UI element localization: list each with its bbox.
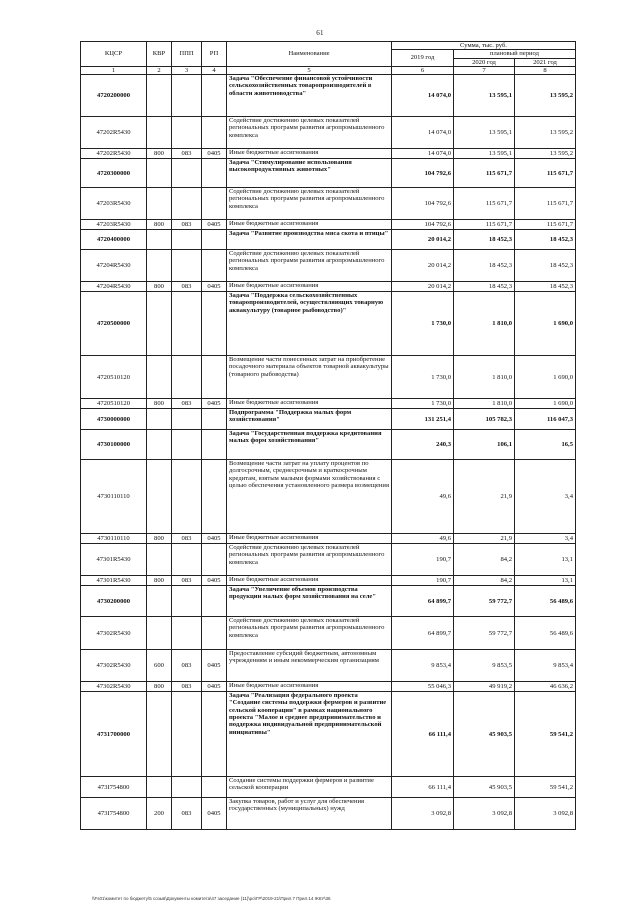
cell-2019: 20 014,2 (392, 282, 454, 292)
cell-kcsr: 47203R5430 (81, 188, 147, 220)
cell-kvr (147, 586, 172, 617)
header-ppp: ППП (172, 42, 202, 67)
cell-rp (202, 617, 227, 650)
cell-name: Задача "Обеспечение финансовой устойчивости сельскохозяйственных товаропроизводителей в области животноводства" (227, 75, 392, 117)
cell-2021: 13,1 (515, 576, 576, 586)
cell-2019: 64 899,7 (392, 586, 454, 617)
cell-2021: 1 690,0 (515, 356, 576, 399)
table-row (81, 544, 576, 576)
cell-rp (202, 188, 227, 220)
cell-name: Иные бюджетные ассигнования (227, 399, 392, 409)
cell-rp (202, 230, 227, 250)
cell-2019: 14 074,0 (392, 75, 454, 117)
cell-2019: 104 792,6 (392, 188, 454, 220)
table-row (81, 188, 576, 220)
cell-ppp: 083 (172, 650, 202, 682)
cell-2020: 59 772,7 (454, 617, 515, 650)
cell-2020: 18 452,3 (454, 250, 515, 282)
cell-kvr (147, 356, 172, 399)
cell-2020: 1 810,0 (454, 356, 515, 399)
cell-2020: 84,2 (454, 576, 515, 586)
cell-2020: 49 919,2 (454, 682, 515, 692)
header-plan-period: плановый период (454, 50, 576, 58)
cell-name: Содействие достижению целевых показателей региональных программ развития агропромышленного комплекса (227, 617, 392, 650)
footer-file-path: \\Fs01\комитет по бюджету\5 созыв\Документы комитета\47 заседание (11)\ро\ГР\2019-21\Прил.7 Прил.14 ЖКУ\36 (92, 896, 331, 901)
cell-name: Задача "Реализация федерального проекта "Создание системы поддержки фермеров и развитие сельской кооперации" в рамках национального проекта "Малое и среднее предпринимательство и поддержка индивидуальной предпринимательской инициативы" (227, 692, 392, 777)
cell-2021: 46 636,2 (515, 682, 576, 692)
cell-name: Иные бюджетные ассигнования (227, 534, 392, 544)
table-row (81, 576, 576, 586)
cell-name: Иные бюджетные ассигнования (227, 576, 392, 586)
cell-2019: 49,6 (392, 460, 454, 534)
cell-2020: 13 595,1 (454, 149, 515, 159)
cell-name: Возмещение части затрат на уплату процентов по долгосрочным, среднесрочным и краткосрочным кредитам, взятым малыми формами хозяйствования с целью обеспечения установленного размера возмещения (227, 460, 392, 534)
column-index: 6 (392, 66, 454, 74)
cell-rp (202, 777, 227, 798)
cell-2020: 21,9 (454, 534, 515, 544)
cell-kvr: 800 (147, 682, 172, 692)
cell-ppp (172, 409, 202, 430)
cell-ppp (172, 159, 202, 188)
cell-rp (202, 544, 227, 576)
table-row (81, 534, 576, 544)
column-index: 5 (227, 66, 392, 74)
cell-ppp: 083 (172, 220, 202, 230)
cell-kvr (147, 460, 172, 534)
cell-kcsr: 47202R5430 (81, 117, 147, 149)
column-index: 8 (515, 66, 576, 74)
cell-2020: 13 595,1 (454, 117, 515, 149)
cell-kvr (147, 230, 172, 250)
cell-rp: 0405 (202, 650, 227, 682)
budget-table (80, 41, 576, 830)
page-number: 61 (316, 29, 324, 37)
cell-2020: 1 810,0 (454, 292, 515, 356)
cell-kcsr: 4720500000 (81, 292, 147, 356)
cell-2021: 16,5 (515, 430, 576, 460)
cell-kcsr: 4720200000 (81, 75, 147, 117)
cell-kcsr: 473I754800 (81, 798, 147, 830)
table-row (81, 650, 576, 682)
cell-kcsr: 47301R5430 (81, 544, 147, 576)
cell-2019: 49,6 (392, 534, 454, 544)
cell-rp: 0405 (202, 576, 227, 586)
cell-name: Подпрограмма "Поддержка малых форм хозяйствования" (227, 409, 392, 430)
cell-name: Задача "Стимулирование использования высокопродуктивных животных" (227, 159, 392, 188)
cell-2021: 3,4 (515, 460, 576, 534)
header-2020: 2020 год (454, 58, 515, 66)
cell-2020: 115 671,7 (454, 159, 515, 188)
cell-2020: 13 595,1 (454, 75, 515, 117)
cell-name: Содействие достижению целевых показателей региональных программ развития агропромышленного комплекса (227, 250, 392, 282)
cell-name: Иные бюджетные ассигнования (227, 149, 392, 159)
cell-kvr: 800 (147, 282, 172, 292)
table-row (81, 777, 576, 798)
column-index: 2 (147, 66, 172, 74)
cell-kcsr: 47302R5430 (81, 650, 147, 682)
cell-kvr (147, 75, 172, 117)
cell-ppp (172, 586, 202, 617)
cell-2019: 190,7 (392, 544, 454, 576)
table-row (81, 149, 576, 159)
table-row (81, 250, 576, 282)
cell-name: Создание системы поддержки фермеров и развитие сельской кооперации (227, 777, 392, 798)
cell-name: Задача "Развитие производства мяса скота и птицы" (227, 230, 392, 250)
cell-kvr: 800 (147, 399, 172, 409)
cell-ppp: 083 (172, 576, 202, 586)
cell-kvr (147, 159, 172, 188)
cell-name: Задача "Поддержка сельскохозяйственных товаропроизводителей, осуществляющих товарную аквакультуру (товарное рыбоводство)" (227, 292, 392, 356)
table-row (81, 460, 576, 534)
cell-name: Содействие достижению целевых показателей региональных программ развития агропромышленного комплекса (227, 188, 392, 220)
cell-ppp (172, 75, 202, 117)
cell-kvr: 200 (147, 798, 172, 830)
cell-ppp (172, 188, 202, 220)
table-row (81, 356, 576, 399)
cell-2020: 18 452,3 (454, 230, 515, 250)
table-row (81, 117, 576, 149)
cell-ppp (172, 356, 202, 399)
cell-name: Задача "Государственная поддержка кредитования малых форм хозяйствования" (227, 430, 392, 460)
cell-kvr: 800 (147, 576, 172, 586)
cell-2021: 13 595,2 (515, 149, 576, 159)
cell-2019: 14 074,0 (392, 149, 454, 159)
cell-ppp: 083 (172, 282, 202, 292)
cell-kcsr: 47203R5430 (81, 220, 147, 230)
cell-2019: 190,7 (392, 576, 454, 586)
cell-2019: 1 730,0 (392, 399, 454, 409)
cell-name: Иные бюджетные ассигнования (227, 220, 392, 230)
cell-rp (202, 356, 227, 399)
cell-2019: 20 014,2 (392, 250, 454, 282)
cell-2021: 1 690,0 (515, 399, 576, 409)
cell-kvr (147, 250, 172, 282)
cell-kvr (147, 117, 172, 149)
table-row (81, 682, 576, 692)
cell-kcsr: 4720300000 (81, 159, 147, 188)
cell-rp (202, 292, 227, 356)
cell-kcsr: 47302R5430 (81, 617, 147, 650)
cell-rp: 0405 (202, 149, 227, 159)
cell-2020: 21,9 (454, 460, 515, 534)
cell-2021: 3,4 (515, 534, 576, 544)
column-index: 1 (81, 66, 147, 74)
cell-2020: 105 782,3 (454, 409, 515, 430)
cell-2020: 59 772,7 (454, 586, 515, 617)
header-kvr: КВР (147, 42, 172, 67)
cell-ppp (172, 117, 202, 149)
cell-rp (202, 117, 227, 149)
cell-rp: 0405 (202, 399, 227, 409)
cell-2021: 9 853,4 (515, 650, 576, 682)
header-sum: Сумма, тыс. руб. (392, 42, 576, 50)
table-row (81, 220, 576, 230)
header-2021: 2021 год (515, 58, 576, 66)
cell-2019: 9 853,4 (392, 650, 454, 682)
cell-2019: 104 792,6 (392, 220, 454, 230)
cell-ppp (172, 250, 202, 282)
cell-name: Возмещение части понесенных затрат на приобретение посадочного материала объектов товарной аквакультуры (товарного рыбоводства) (227, 356, 392, 399)
table-row (81, 617, 576, 650)
cell-rp: 0405 (202, 220, 227, 230)
header-2019: 2019 год (392, 50, 454, 67)
cell-2021: 115 671,7 (515, 188, 576, 220)
cell-ppp (172, 460, 202, 534)
cell-2020: 45 903,5 (454, 777, 515, 798)
cell-kcsr: 4720400000 (81, 230, 147, 250)
cell-2019: 3 092,8 (392, 798, 454, 830)
cell-ppp: 083 (172, 798, 202, 830)
cell-2020: 45 903,5 (454, 692, 515, 777)
cell-kvr: 800 (147, 149, 172, 159)
cell-rp (202, 159, 227, 188)
cell-kcsr: 47301R5430 (81, 576, 147, 586)
cell-2019: 14 074,0 (392, 117, 454, 149)
cell-kvr (147, 188, 172, 220)
cell-kvr (147, 544, 172, 576)
cell-kvr (147, 292, 172, 356)
cell-2019: 104 792,6 (392, 159, 454, 188)
cell-2021: 116 047,3 (515, 409, 576, 430)
cell-rp: 0405 (202, 534, 227, 544)
cell-kcsr: 47204R5430 (81, 250, 147, 282)
cell-kcsr: 47202R5430 (81, 149, 147, 159)
cell-2021: 13 595,2 (515, 117, 576, 149)
cell-2021: 18 452,3 (515, 230, 576, 250)
column-index-row (81, 66, 576, 74)
cell-rp: 0405 (202, 282, 227, 292)
cell-kcsr: 4730100000 (81, 430, 147, 460)
cell-2019: 66 111,4 (392, 777, 454, 798)
cell-kvr: 800 (147, 534, 172, 544)
cell-2019: 1 730,0 (392, 292, 454, 356)
cell-2021: 13,1 (515, 544, 576, 576)
cell-2020: 115 671,7 (454, 188, 515, 220)
cell-kcsr: 47204R5430 (81, 282, 147, 292)
cell-ppp: 083 (172, 534, 202, 544)
cell-2021: 18 452,3 (515, 282, 576, 292)
cell-2021: 115 671,7 (515, 159, 576, 188)
cell-kcsr: 4730110110 (81, 534, 147, 544)
cell-name: Содействие достижению целевых показателей региональных программ развития агропромышленного комплекса (227, 117, 392, 149)
cell-ppp: 083 (172, 149, 202, 159)
cell-kcsr: 4730000000 (81, 409, 147, 430)
cell-2019: 55 046,3 (392, 682, 454, 692)
cell-rp: 0405 (202, 682, 227, 692)
cell-kcsr: 4720510120 (81, 399, 147, 409)
cell-name: Задача "Увеличение объемов производства продукции малых форм хозяйствования на селе" (227, 586, 392, 617)
header-kcsr: КЦСР (81, 42, 147, 67)
cell-rp (202, 586, 227, 617)
cell-kvr (147, 692, 172, 777)
table-row (81, 692, 576, 777)
cell-ppp (172, 430, 202, 460)
cell-2019: 1 730,0 (392, 356, 454, 399)
column-index: 7 (454, 66, 515, 74)
table-row (81, 230, 576, 250)
cell-ppp: 083 (172, 399, 202, 409)
cell-2019: 240,3 (392, 430, 454, 460)
column-index: 3 (172, 66, 202, 74)
table-row (81, 399, 576, 409)
cell-kvr (147, 430, 172, 460)
table-row (81, 586, 576, 617)
cell-2021: 115 671,7 (515, 220, 576, 230)
cell-ppp: 083 (172, 682, 202, 692)
cell-2020: 84,2 (454, 544, 515, 576)
cell-2021: 13 595,2 (515, 75, 576, 117)
cell-rp (202, 430, 227, 460)
cell-name: Иные бюджетные ассигнования (227, 682, 392, 692)
cell-name: Предоставление субсидий бюджетным, автономным учреждениям и иным некоммерческим организациям (227, 650, 392, 682)
cell-rp: 0405 (202, 798, 227, 830)
cell-2020: 1 810,0 (454, 399, 515, 409)
table-row (81, 409, 576, 430)
cell-ppp (172, 292, 202, 356)
cell-2019: 131 251,4 (392, 409, 454, 430)
table-row (81, 292, 576, 356)
table-row (81, 159, 576, 188)
table-row (81, 75, 576, 117)
cell-name: Закупка товаров, работ и услуг для обеспечения государственных (муниципальных) нужд (227, 798, 392, 830)
cell-kvr (147, 617, 172, 650)
cell-rp (202, 692, 227, 777)
cell-2020: 18 452,3 (454, 282, 515, 292)
cell-ppp (172, 692, 202, 777)
cell-rp (202, 75, 227, 117)
cell-kcsr: 47302R5430 (81, 682, 147, 692)
cell-2019: 64 899,7 (392, 617, 454, 650)
cell-2021: 59 541,2 (515, 692, 576, 777)
cell-2020: 3 092,8 (454, 798, 515, 830)
cell-kcsr: 4730110110 (81, 460, 147, 534)
cell-2019: 66 111,4 (392, 692, 454, 777)
cell-2021: 56 489,6 (515, 617, 576, 650)
cell-rp (202, 250, 227, 282)
cell-2020: 9 853,5 (454, 650, 515, 682)
cell-2019: 20 014,2 (392, 230, 454, 250)
cell-kcsr: 4720510120 (81, 356, 147, 399)
cell-2020: 115 671,7 (454, 220, 515, 230)
cell-kcsr: 473I754800 (81, 777, 147, 798)
table-row (81, 798, 576, 830)
cell-kcsr: 4730200000 (81, 586, 147, 617)
cell-kvr (147, 777, 172, 798)
cell-2021: 3 092,8 (515, 798, 576, 830)
cell-2021: 18 452,3 (515, 250, 576, 282)
cell-kvr (147, 409, 172, 430)
cell-ppp (172, 777, 202, 798)
cell-ppp (172, 230, 202, 250)
cell-2020: 106,1 (454, 430, 515, 460)
column-index: 4 (202, 66, 227, 74)
cell-kvr: 600 (147, 650, 172, 682)
cell-rp (202, 460, 227, 534)
header-name: Наименование (227, 42, 392, 67)
cell-kvr: 800 (147, 220, 172, 230)
header-rp: РП (202, 42, 227, 67)
table-row (81, 430, 576, 460)
table-row (81, 282, 576, 292)
cell-rp (202, 409, 227, 430)
cell-kcsr: 4731700000 (81, 692, 147, 777)
cell-2021: 59 541,2 (515, 777, 576, 798)
cell-ppp (172, 617, 202, 650)
cell-2021: 56 489,6 (515, 586, 576, 617)
cell-ppp (172, 544, 202, 576)
cell-name: Содействие достижению целевых показателей региональных программ развития агропромышленного комплекса (227, 544, 392, 576)
cell-2021: 1 690,0 (515, 292, 576, 356)
cell-name: Иные бюджетные ассигнования (227, 282, 392, 292)
